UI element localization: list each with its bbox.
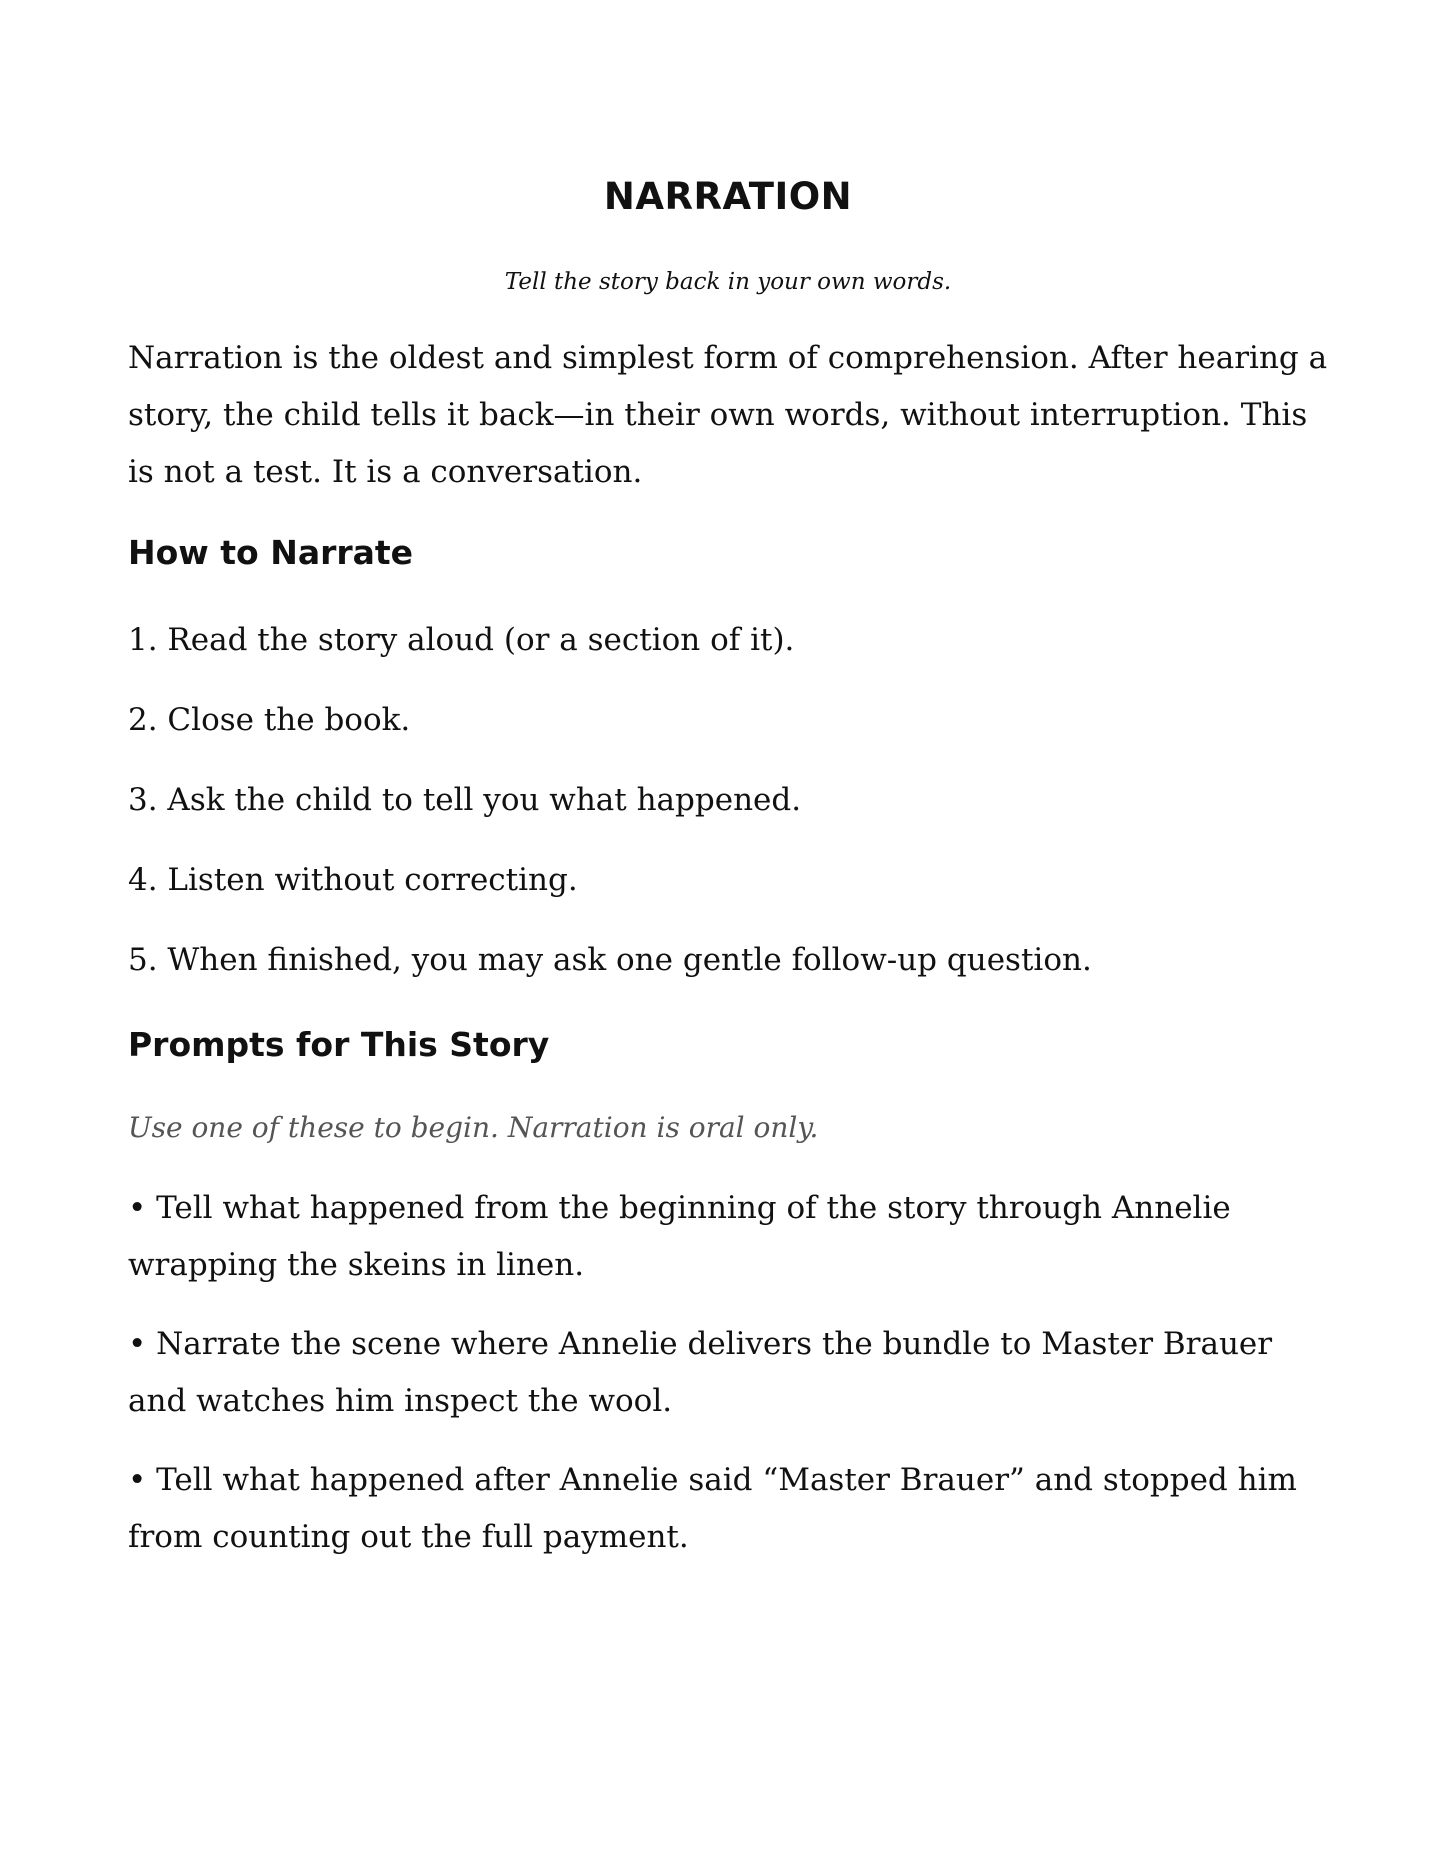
prompts-note: Use one of these to begin. Narration is oral only. [128,1111,819,1144]
step-item: 4. Listen without correcting. [128,862,578,898]
prompts-heading: Prompts for This Story [128,1025,550,1064]
step-item: 3. Ask the child to tell you what happened. [128,782,802,818]
prompt-item: • Narrate the scene where Annelie delivers the bundle to Master Brauer and watches him inspect the wool. [128,1326,1273,1419]
page-title: NARRATION [603,175,853,218]
how-to-heading: How to Narrate [128,533,414,572]
intro-paragraph: Narration is the oldest and simplest form of comprehension. After hearing a story, the child tells it back—in their own words, without interruption. This is not a test. It is a conversation. [128,340,1328,490]
document-page [128,0,1328,1870]
prompt-item: • Tell what happened from the beginning of the story through Annelie wrapping the skeins in linen. [128,1190,1231,1283]
step-item: 2. Close the book. [128,702,411,738]
step-item: 1. Read the story aloud (or a section of it). [128,622,795,658]
page-subtitle: Tell the story back in your own words. [504,269,952,295]
step-item: 5. When finished, you may ask one gentle follow-up question. [128,942,1092,978]
prompt-item: • Tell what happened after Annelie said “Master Brauer” and stopped him from counting out the full payment. [128,1462,1297,1555]
